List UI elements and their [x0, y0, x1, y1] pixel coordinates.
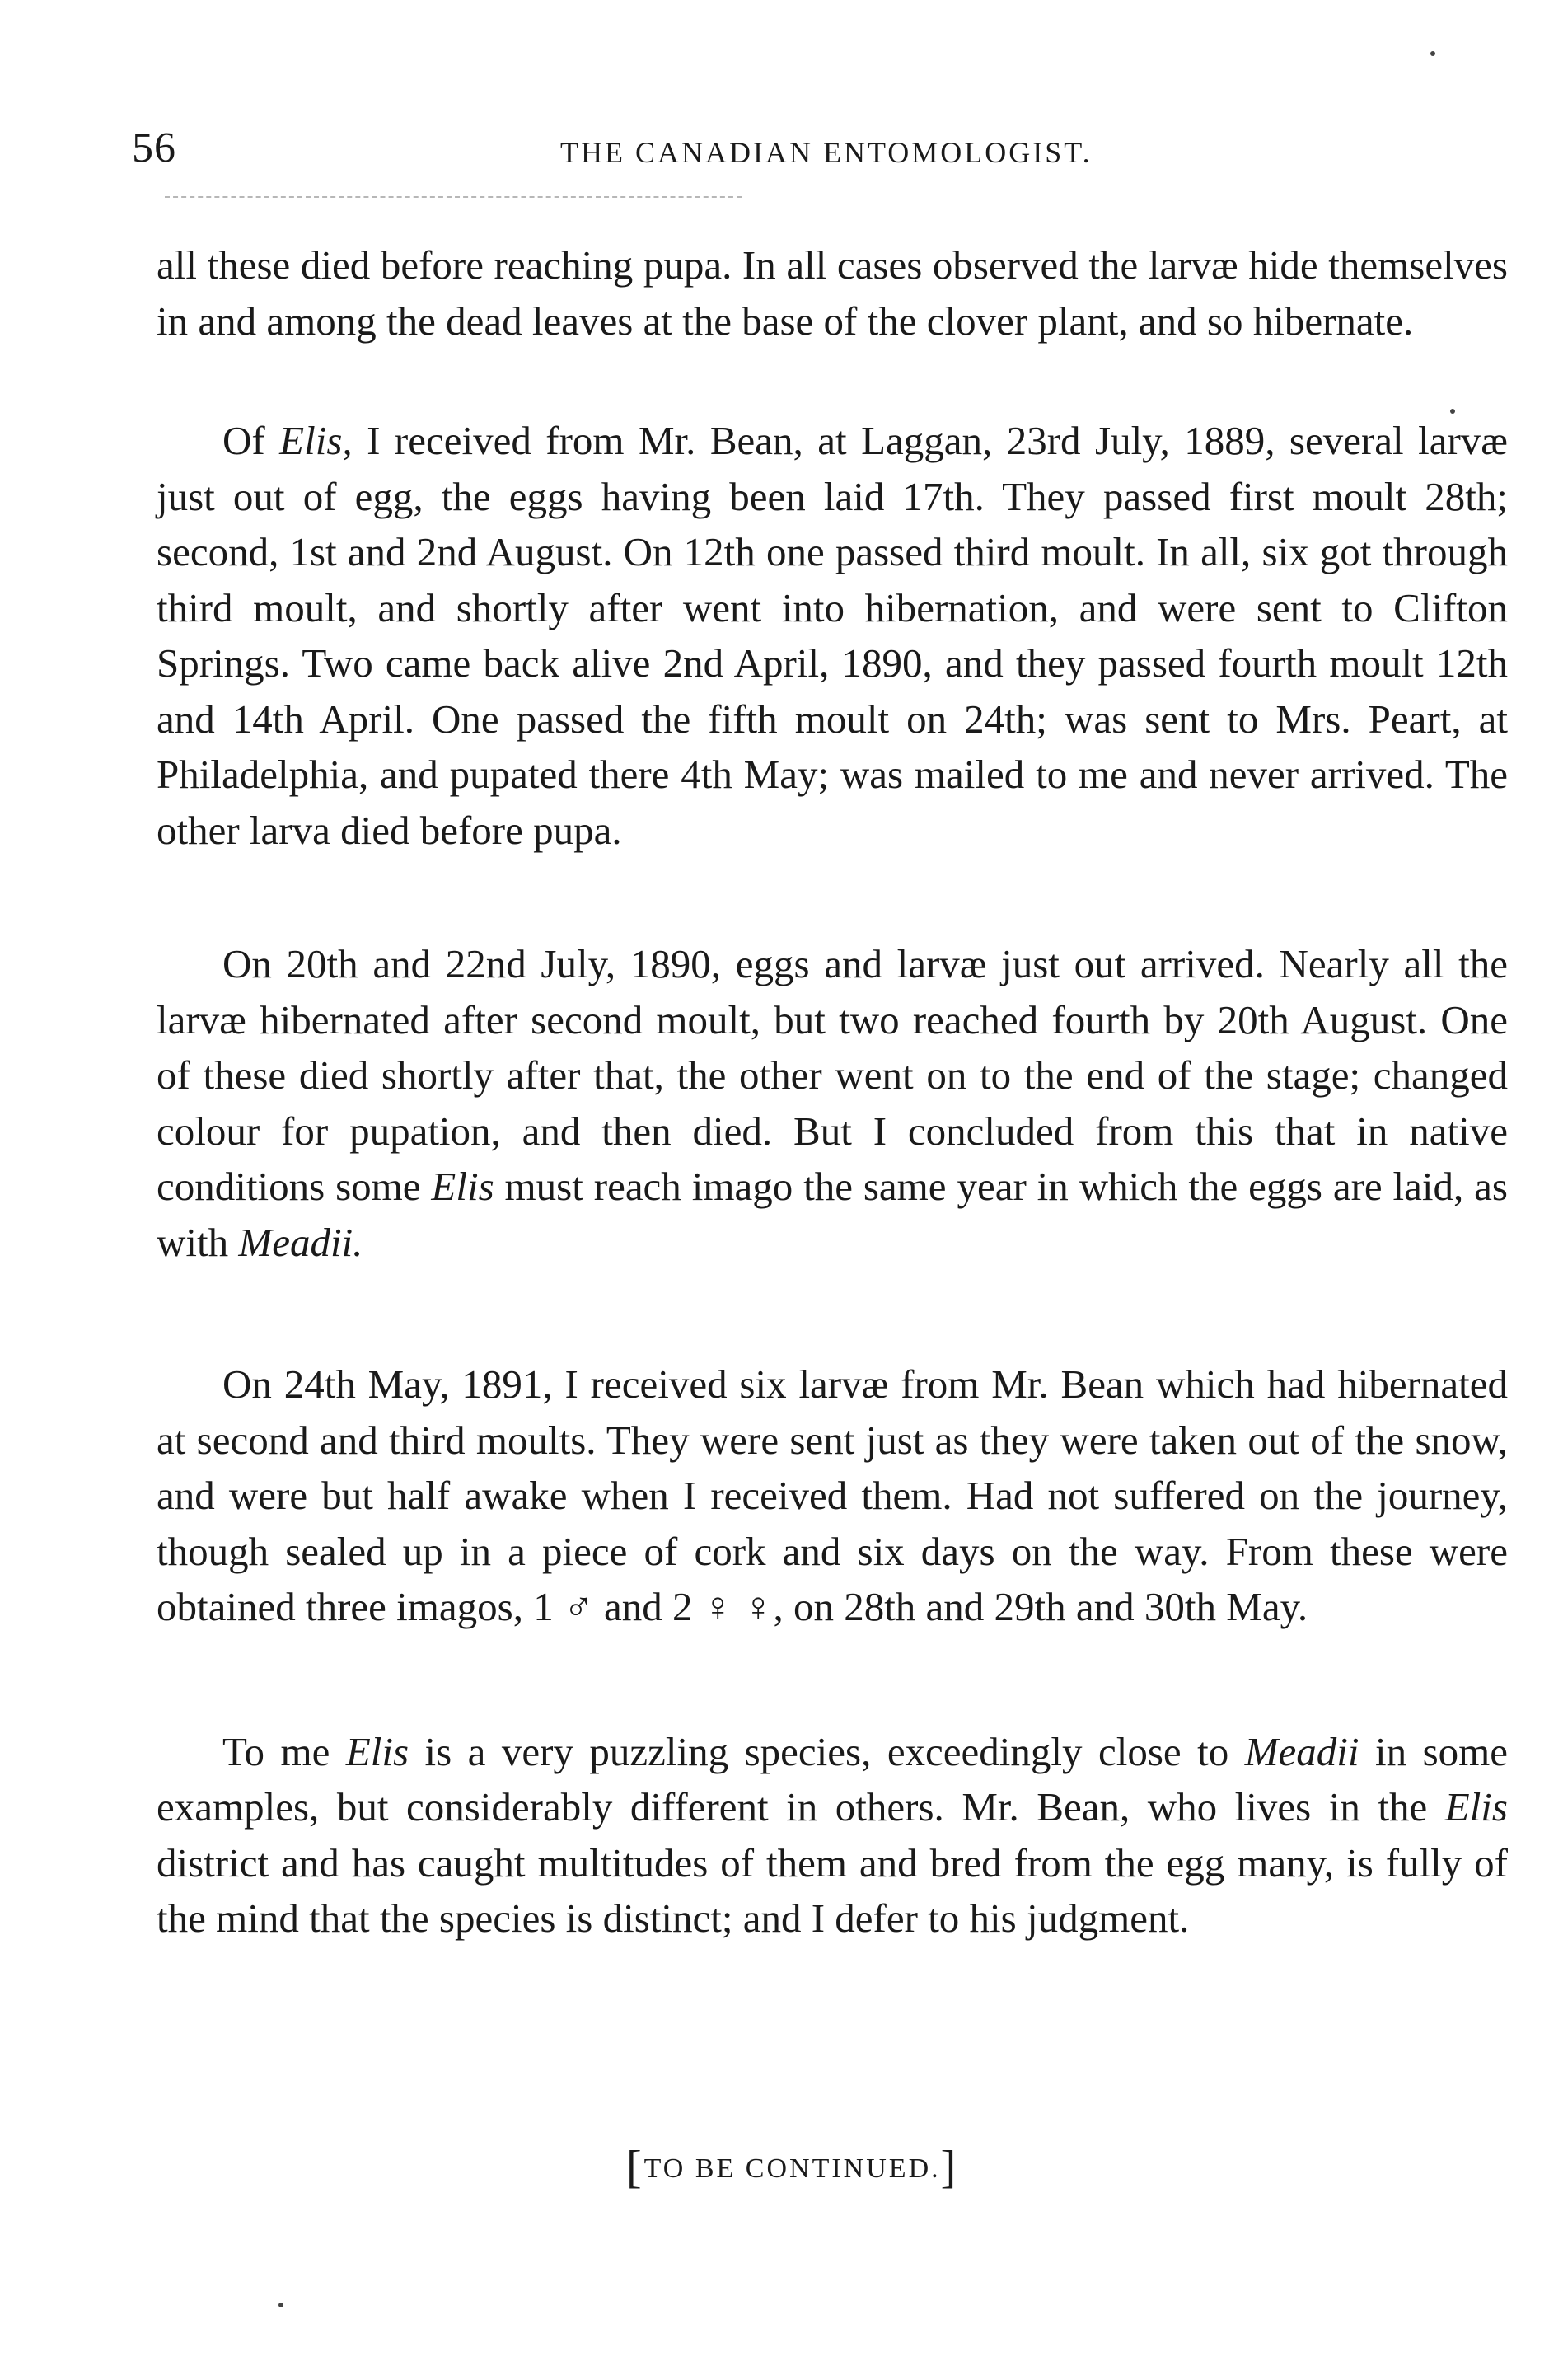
article-body	[157, 237, 1508, 1947]
text-segment: Of	[222, 418, 280, 463]
text-segment: must reach imago the same year in which the eggs are laid, as with	[157, 1164, 1509, 1265]
italic-segment: Meadii.	[238, 1219, 363, 1265]
italic-segment: Elis	[345, 1728, 409, 1774]
paragraph-5	[157, 1724, 1508, 1947]
paragraph-3	[157, 936, 1508, 1270]
header-rule	[165, 196, 742, 198]
close-bracket: ]	[940, 2142, 959, 2193]
text-segment: To me	[222, 1728, 346, 1774]
italic-segment: Elis,	[279, 418, 353, 463]
running-title: THE CANADIAN ENTOMOLOGIST.	[560, 136, 1093, 169]
open-bracket: [	[626, 2142, 644, 2193]
continued-notice	[626, 2141, 958, 2194]
italic-segment: Elis	[431, 1164, 494, 1209]
text-segment: I received from Mr. Bean, at Laggan, 23rd July, 1889, several larvæ just out of egg, the eggs having been laid 17th. They passed first moult 28th; second, 1st and 2nd August. On 12th one passed third moult. In all, six got through third moult, and shortly after went into hibernation, and were sent to Clifton Springs. Two came back alive 2nd April, 1890, and they passed fourth moult 12th and 14th April. One passed the fifth moult on 24th; was sent to Mrs. Peart, at Philadelphia, and pupated there 4th May; was mailed to me and never arrived. The other larva died before pupa.	[157, 418, 1508, 853]
speck-mark	[278, 2303, 283, 2307]
text-segment: all these died before reaching pupa. In all cases observed the larvæ hide themselves in and among the dead leaves at the base of the clover plant, and so hibernate.	[157, 242, 1508, 344]
paragraph-1	[157, 237, 1508, 349]
speck-mark	[1430, 51, 1435, 56]
text-segment: in some examples, but considerably different in others. Mr. Bean, who lives in the	[157, 1728, 1509, 1830]
text-segment: district and has caught multitudes of them and bred from the egg many, is fully of the mind that the species is distinct; and I defer to his judgment.	[157, 1839, 1508, 1941]
paragraph-4	[157, 1356, 1508, 1635]
text-segment: On 24th May, 1891, I received six larvæ from Mr. Bean which had hibernated at second and third moults. They were sent just as they were taken out of the snow, and were but half awake when I received them. Had not suffered on the journey, though sealed up in a piece of cork and six days on the way. From these were obtained three imagos, 1 ♂ and 2 ♀ ♀, on 28th and 29th and 30th May.	[157, 1361, 1508, 1629]
page-number: 56	[132, 124, 176, 171]
continued-text: TO BE CONTINUED.	[643, 2153, 941, 2184]
text-segment: is a very puzzling species, exceedingly close to	[409, 1728, 1245, 1774]
page-header	[132, 124, 1516, 181]
text-segment: On 20th and 22nd July, 1890, eggs and larvæ just out arrived. Nearly all the larvæ hibernated after second moult, but two reached fourth by 20th August. One of these died shortly after that, the other went on to the end of the stage; changed colour for pupation, and then died. But I concluded from this that in native conditions some	[157, 941, 1508, 1209]
paragraph-2	[157, 413, 1508, 858]
italic-segment: Elis	[1444, 1784, 1508, 1830]
italic-segment: Meadii	[1244, 1728, 1359, 1774]
